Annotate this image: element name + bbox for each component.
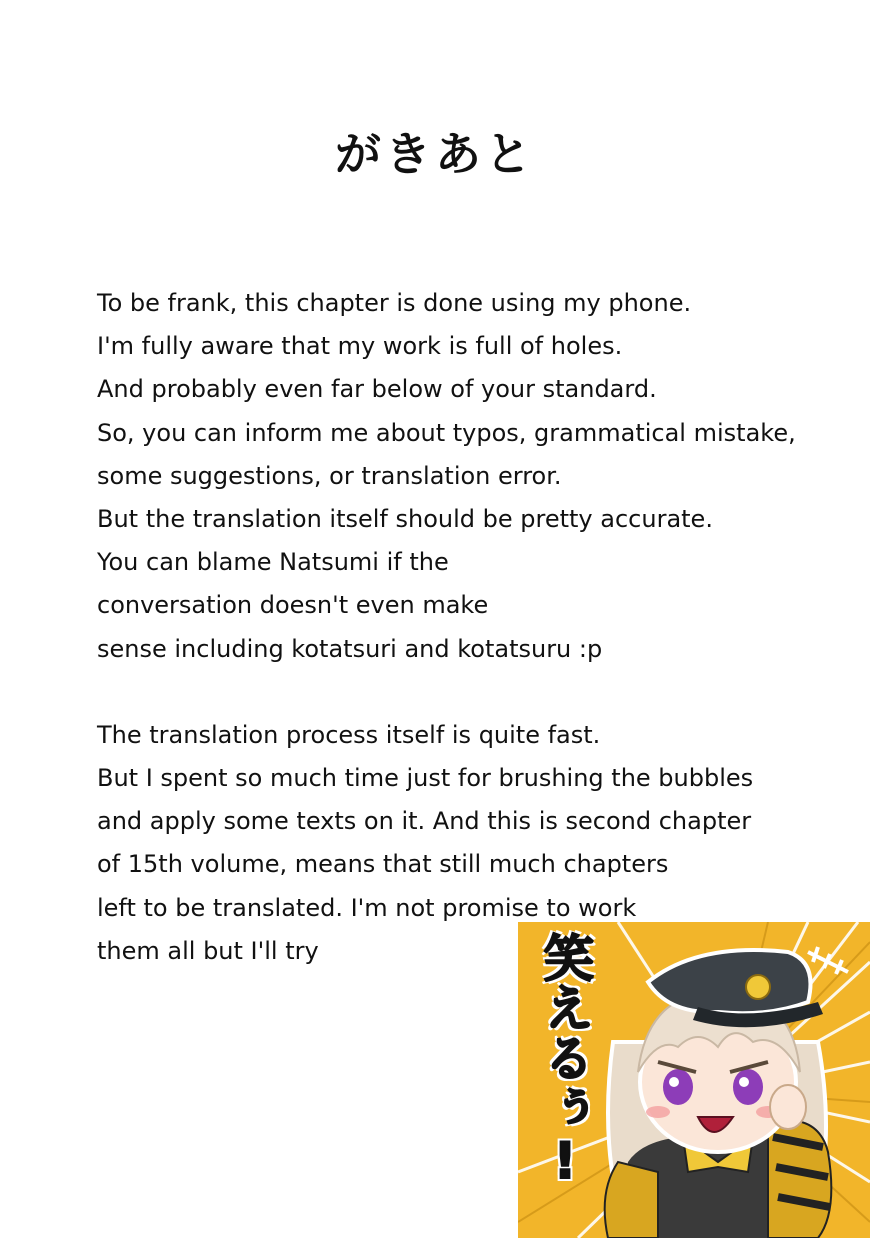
text-line: And probably even far below of your standard. (97, 375, 657, 404)
text-line: sense including kotatsuri and kotatsuru :p (97, 634, 603, 663)
text-line: conversation doesn't even make (97, 591, 489, 620)
text-line: But the translation itself should be pretty accurate. (97, 504, 713, 533)
paragraph-gap (97, 671, 837, 714)
text-line: To be frank, this chapter is done using my phone. (97, 289, 692, 317)
text-line: The translation process itself is quite fast. (97, 720, 601, 749)
text-line: and apply some texts on it. And this is second chapter (97, 807, 752, 836)
text-line: of 15th volume, means that still much chapters (97, 850, 669, 879)
afterword-text (97, 282, 837, 973)
sticker-caption: 笑えるぅ! (536, 932, 594, 1190)
text-line: some suggestions, or translation error. (97, 461, 562, 490)
text-line: But I spent so much time just for brushing the bubbles (97, 764, 754, 793)
text-line: I'm fully aware that my work is full of holes. (97, 332, 623, 361)
chibi-sticker-illustration (518, 922, 870, 1238)
text-line: You can blame Natsumi if the (97, 548, 449, 577)
page-title: がきあと (335, 127, 535, 181)
text-line: them all but I'll try (97, 936, 319, 965)
text-line: So, you can inform me about typos, grammatical mistake, (97, 418, 796, 447)
text-line: left to be translated. I'm not promise to work (97, 893, 637, 922)
